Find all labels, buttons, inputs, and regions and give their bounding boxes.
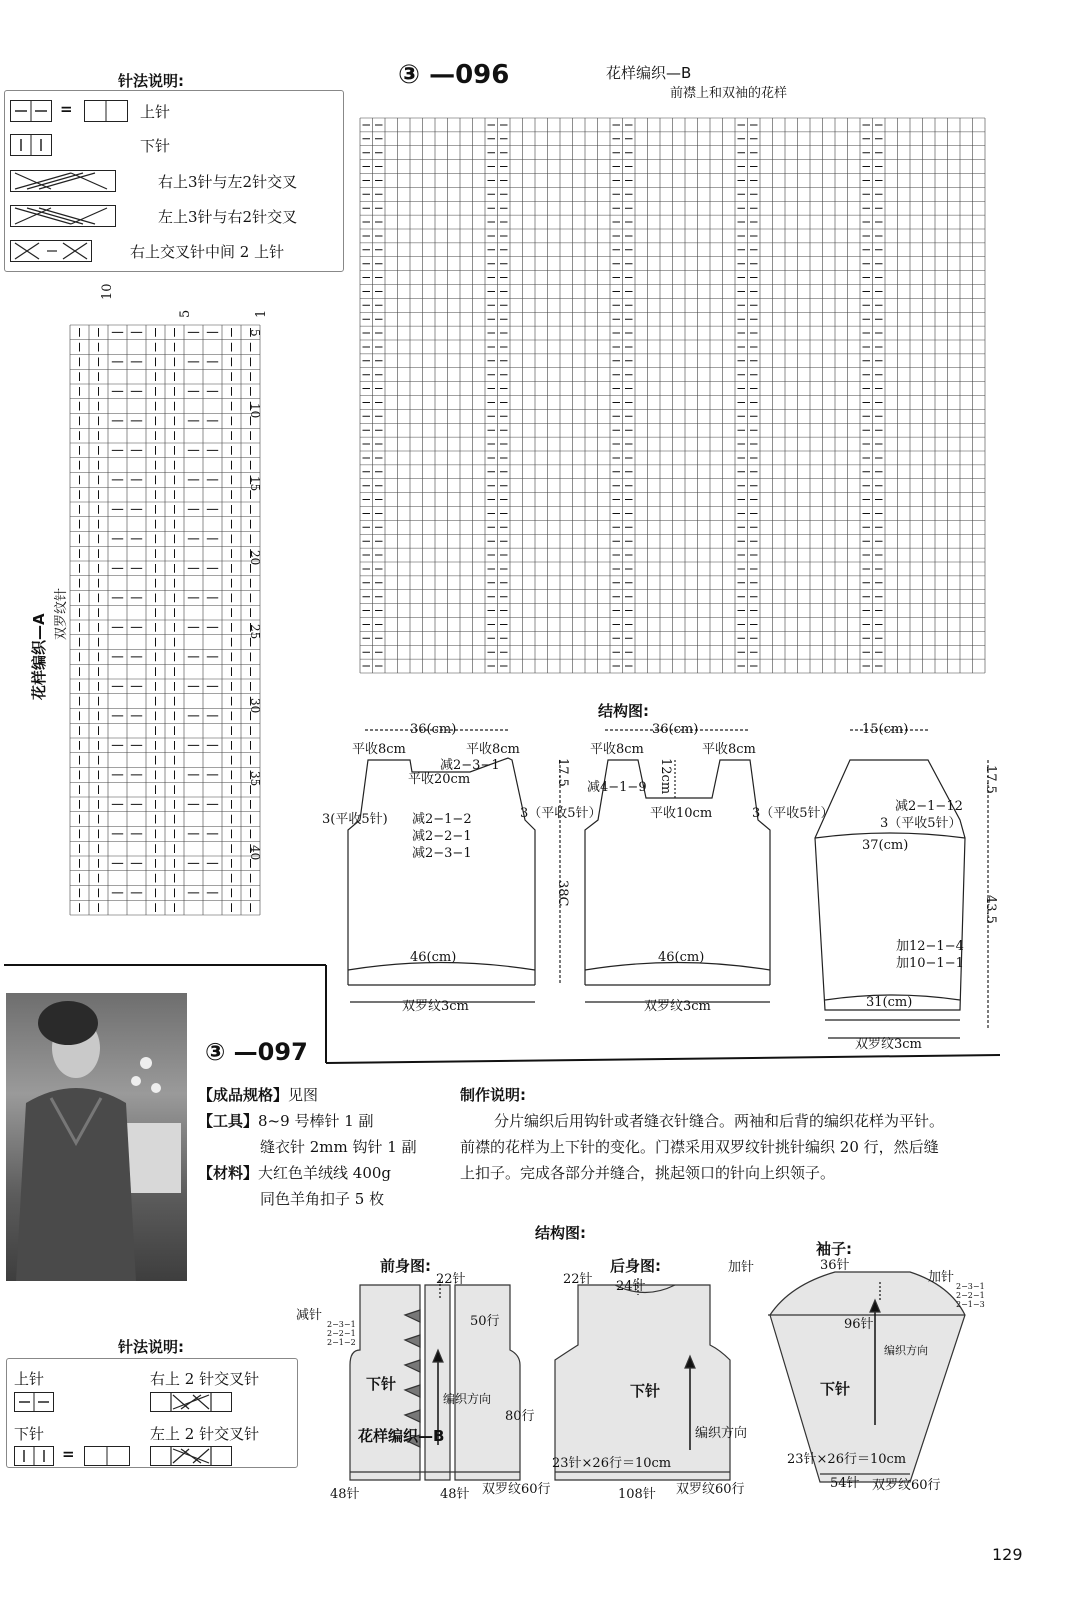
sleeve-piece-top: 36针 bbox=[820, 1258, 850, 1273]
sleeve-rib: 双罗纹3cm bbox=[855, 1037, 922, 1052]
back-width-top: 36(cm) bbox=[652, 722, 699, 737]
front-hem: 46(cm) bbox=[410, 950, 457, 965]
pattern-a-col1: 1 bbox=[254, 309, 269, 318]
front-width-top: 36(cm) bbox=[410, 722, 457, 737]
back-height: 38C bbox=[555, 880, 570, 907]
front-piece-rows2: 80行 bbox=[505, 1409, 535, 1424]
front-piece-stitch: 下针 bbox=[366, 1375, 397, 1393]
front-shoulder-left: 平收8cm bbox=[352, 742, 406, 757]
pattern-b-subtitle: 前襟上和双袖的花样 bbox=[670, 86, 788, 101]
pattern-a-row-number: 10 bbox=[248, 402, 262, 418]
pattern-a-col10: 10 bbox=[100, 283, 115, 300]
legend-bottom-cable-left-label: 左上 2 针交叉针 bbox=[150, 1425, 260, 1443]
front-piece-dec: 减针 bbox=[296, 1308, 323, 1323]
specs-block bbox=[198, 1082, 417, 1212]
legend-bottom-purl-symbol bbox=[14, 1392, 54, 1412]
sleeve-piece-gauge: 23针×26行＝10cm bbox=[787, 1452, 907, 1467]
back-piece-dir: 编织方向 bbox=[695, 1426, 748, 1441]
legend-bottom-cable-right-label: 右上 2 针交叉针 bbox=[150, 1370, 260, 1388]
sleeve-top: 15(cm) bbox=[862, 722, 909, 737]
back-piece-stitch: 下针 bbox=[630, 1382, 661, 1400]
front-piece-pattern: 花样编织—B bbox=[358, 1427, 445, 1445]
legend-bottom-knit-symbol bbox=[14, 1446, 54, 1466]
pattern-a-row-number: 5 bbox=[248, 328, 262, 337]
back-piece-title: 后身图: bbox=[610, 1257, 661, 1275]
legend-cable-left-label: 左上3针与右2针交叉 bbox=[158, 208, 298, 226]
sleeve-piece-inc-left: 加针 bbox=[728, 1260, 755, 1275]
sleeve-piece-inc-right: 加针 bbox=[928, 1270, 955, 1285]
pattern-a-row-number: 25 bbox=[248, 623, 262, 640]
model-photo bbox=[6, 993, 187, 1281]
sleeve-height: 43.5 bbox=[983, 895, 998, 924]
sleeve-piece-dir: 编织方向 bbox=[884, 1344, 928, 1357]
front-rib: 双罗纹3cm bbox=[402, 999, 469, 1014]
spec-size: 【成品规格】见图 bbox=[198, 1086, 319, 1104]
spec-material-2: 同色羊角扣子 5 枚 bbox=[260, 1190, 385, 1208]
pattern-a-col5: 5 bbox=[178, 309, 193, 318]
structure-097-title: 结构图: bbox=[535, 1224, 586, 1242]
back-piece-bottom: 108针 bbox=[618, 1487, 656, 1502]
front-dec-codes: 2−3−1 2−2−1 2−1−2 bbox=[327, 1320, 356, 1347]
front-dec-top: 减2−3−1 bbox=[440, 758, 500, 773]
pattern-b-title: 花样编织—B bbox=[606, 64, 692, 82]
back-piece-gauge: 23针×26行＝10cm bbox=[552, 1456, 672, 1471]
page-number: 129 bbox=[992, 1545, 1023, 1564]
back-armhole-right: 3（平收5针） bbox=[752, 806, 834, 821]
structure-097-drawing bbox=[320, 1250, 1020, 1510]
cable-left-3-2-symbol bbox=[10, 205, 116, 227]
knit-symbol bbox=[10, 134, 52, 156]
pattern-b-grid bbox=[360, 118, 985, 673]
back-piece-rib: 双罗纹60行 bbox=[676, 1482, 745, 1497]
spec-tools-2: 缝衣针 2mm 钩针 1 副 bbox=[260, 1138, 417, 1156]
section-097-number: ③ —097 bbox=[205, 1038, 308, 1066]
structure-096-title: 结构图: bbox=[598, 702, 649, 720]
spec-tools: 【工具】8~9 号棒针 1 副 bbox=[198, 1112, 374, 1130]
legend-cable-right-label: 右上3针与左2针交叉 bbox=[158, 173, 298, 191]
front-piece-top: 22针 bbox=[436, 1272, 466, 1287]
back-height-top: 17.5 bbox=[555, 758, 570, 787]
back-shoulder-left: 平收8cm bbox=[590, 742, 644, 757]
sleeve-cuff: 31(cm) bbox=[866, 995, 913, 1010]
equals-sign: = bbox=[60, 100, 73, 118]
front-shoulder-right: 平收8cm bbox=[466, 742, 520, 757]
pattern-a-title: 花样编织—A bbox=[30, 613, 48, 700]
front-piece-rib: 双罗纹60行 bbox=[482, 1482, 551, 1497]
front-dec3: 减2−3−1 bbox=[412, 846, 472, 861]
pattern-a-row-number: 15 bbox=[248, 476, 262, 492]
back-piece-top-mid: 24针 bbox=[616, 1279, 646, 1294]
legend-cable-center-label: 右上交叉针中间 2 上针 bbox=[130, 243, 285, 261]
sleeve-dec: 减2−1−12 bbox=[895, 799, 963, 814]
sleeve-width: 37(cm) bbox=[862, 838, 909, 853]
front-piece-dir: 编织方向 bbox=[443, 1392, 492, 1406]
back-piece-top-left: 22针 bbox=[563, 1272, 593, 1287]
front-dec1: 减2−1−2 bbox=[412, 812, 472, 827]
back-dec: 减4−1−9 bbox=[587, 780, 647, 795]
instructions-text: 分片编织后用钩针或者缝衣针缝合。两袖和后背的编织花样为平针。 前襟的花样为上下针的变化。门襟采用双罗纹针挑针编织 20 行，然后缝 上扣子。完成各部分并缝合，挑起领口的针向上织领子。 bbox=[460, 1112, 945, 1182]
instructions-title: 制作说明: bbox=[460, 1086, 526, 1104]
purl-symbol bbox=[10, 100, 52, 122]
legend-knit-label: 下针 bbox=[140, 137, 171, 155]
pattern-a-row-number: 40 bbox=[248, 845, 262, 861]
pattern-a-row-number: 30 bbox=[248, 697, 262, 713]
cable-center-purl-symbol bbox=[10, 240, 92, 262]
front-piece-bottom-left: 48针 bbox=[330, 1487, 360, 1502]
legend-top-title: 针法说明: bbox=[118, 72, 184, 90]
front-armhole: 3(平收5针) bbox=[322, 812, 388, 827]
sleeve-armhole: 3（平收5针） bbox=[880, 816, 962, 831]
front-neck: 平收20cm bbox=[408, 772, 471, 787]
legend-bottom-cable-left-symbol bbox=[150, 1446, 232, 1466]
back-hem: 46(cm) bbox=[658, 950, 705, 965]
front-piece-title: 前身图: bbox=[380, 1257, 431, 1275]
back-neck: 平收10cm bbox=[650, 806, 713, 821]
back-rib: 双罗纹3cm bbox=[644, 999, 711, 1014]
purl-blank-symbol bbox=[84, 100, 128, 122]
section-096-number: ③ —096 bbox=[398, 60, 510, 90]
legend-bottom-equals: = bbox=[62, 1445, 75, 1463]
pattern-a-row-number: 35 bbox=[248, 771, 262, 787]
legend-bottom-purl-label: 上针 bbox=[14, 1370, 45, 1388]
back-shoulder-right: 平收8cm bbox=[702, 742, 756, 757]
sleeve-piece-rows: 96针 bbox=[844, 1317, 874, 1332]
legend-bottom-title: 针法说明: bbox=[118, 1338, 184, 1356]
cable-right-3-2-symbol bbox=[10, 170, 116, 192]
front-piece-bottom-right: 48针 bbox=[440, 1487, 470, 1502]
front-piece-rows: 50行 bbox=[470, 1314, 500, 1329]
sleeve-piece-rib: 双罗纹60行 bbox=[872, 1478, 941, 1493]
sleeve-piece-title: 袖子: bbox=[816, 1240, 852, 1258]
legend-bottom-cable-right-symbol bbox=[150, 1392, 232, 1412]
sleeve-piece-bottom: 54针 bbox=[830, 1476, 860, 1491]
sleeve-inc1: 加12−1−4 bbox=[896, 939, 964, 954]
legend-bottom-knit-label: 下针 bbox=[14, 1425, 45, 1443]
sleeve-inc2: 加10−1−1 bbox=[896, 956, 964, 971]
front-dec2: 减2−2−1 bbox=[412, 829, 472, 844]
sleeve-height-top: 17.5 bbox=[983, 765, 998, 794]
spec-material: 【材料】大红色羊绒线 400g bbox=[198, 1164, 392, 1182]
pattern-a-row-number: 20 bbox=[248, 550, 262, 566]
pattern-a-subtitle: 双罗纹针 bbox=[54, 587, 69, 640]
sleeve-piece-stitch: 下针 bbox=[820, 1380, 851, 1398]
back-neck-depth: 12cm bbox=[658, 758, 673, 795]
legend-purl-label: 上针 bbox=[140, 103, 171, 121]
back-armhole-left: 3（平收5针） bbox=[520, 806, 602, 821]
legend-bottom-blank-symbol bbox=[84, 1446, 130, 1466]
sleeve-codes: 2−3−1 2−2−1 2−1−3 bbox=[956, 1282, 985, 1309]
pattern-a-grid bbox=[70, 325, 260, 915]
